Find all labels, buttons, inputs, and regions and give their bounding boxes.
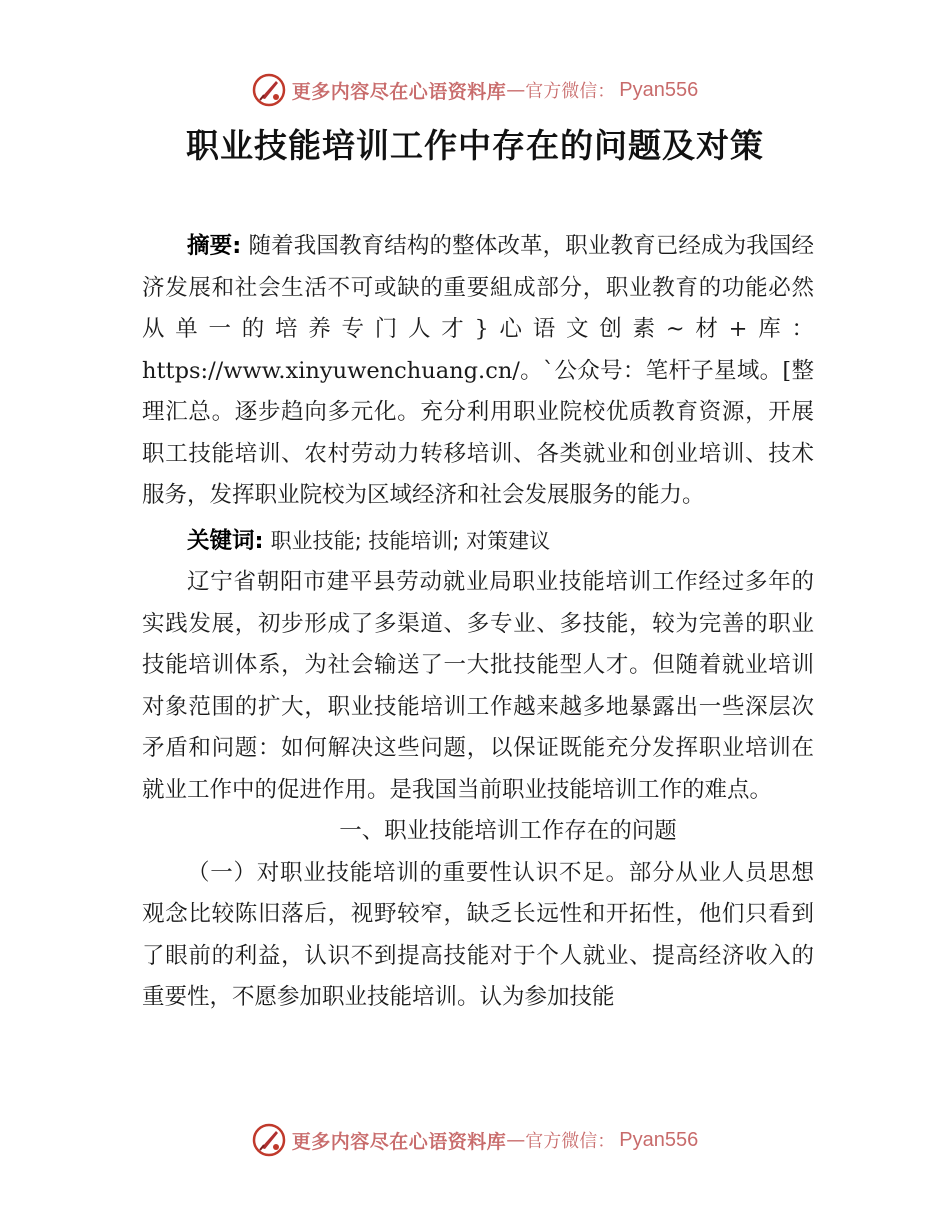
abstract-label: 摘要:	[187, 233, 242, 259]
feather-pen-logo-icon	[252, 73, 286, 107]
watermark-separator: —	[506, 79, 526, 101]
watermark-wechat-label: 官方微信：	[525, 81, 616, 102]
abstract-paragraph	[142, 226, 814, 517]
keywords-paragraph	[142, 521, 814, 563]
watermark-text: 更多内容尽在心语资料库	[291, 80, 507, 103]
watermark-banner-bottom	[0, 1120, 950, 1160]
abstract-text: 随着我国教育结构的整体改革，职业教育已经成为我国经济发展和社会生活不可或缺的重要組成部分，职业教育的功能必然从单一的培养专门人才}心语文创素~材+库：https://www.xinyuwenchuang.cn/。`公众号：笔杆子星域。[整理汇总。逐步趋向多元化。充分利用职业院校优质教育资源，开展职工技能培训、农村劳动力转移培训、各类就业和创业培训、技术服务，发挥职业院校为区域经济和社会发展服务的能力。	[142, 233, 814, 508]
section-paragraph: （一）对职业技能培训的重要性认识不足。部分从业人员思想观念比较陈旧落后，视野较窄，缺乏长远性和开拓性，他们只看到了眼前的利益，认识不到提高技能对于个人就业、提高经济收入的重要性，不愿参加职业技能培训。认为参加技能	[142, 859, 814, 1010]
watermark-wechat-label: 官方微信：	[525, 1131, 616, 1152]
keywords-label: 关键词:	[187, 527, 264, 554]
feather-pen-logo-icon	[252, 1123, 286, 1157]
intro-paragraph: 辽宁省朝阳市建平县劳动就业局职业技能培训工作经过多年的实践发展，初步形成了多渠道、多专业、多技能，较为完善的职业技能培训体系，为社会输送了一大批技能型人才。但随着就业培训对象范围的扩大，职业技能培训工作越来越多地暴露出一些深层次矛盾和问题：如何解决这些问题，以保证既能充分发挥职业培训在就业工作中的促进作用。是我国当前职业技能培训工作的难点。	[142, 569, 814, 803]
watermark-wechat-id: Pyan556	[619, 78, 699, 101]
section-heading: 一、职业技能培训工作存在的问题	[339, 818, 677, 844]
watermark-separator: —	[506, 1129, 526, 1151]
watermark-banner-top	[0, 70, 950, 110]
document-body	[142, 226, 814, 1019]
keywords-text: 职业技能; 技能培训; 对策建议	[270, 528, 551, 553]
watermark-text: 更多内容尽在心语资料库	[291, 1130, 507, 1153]
watermark-wechat-id: Pyan556	[619, 1128, 699, 1151]
page-title: 职业技能培训工作中存在的问题及对策	[186, 126, 764, 165]
